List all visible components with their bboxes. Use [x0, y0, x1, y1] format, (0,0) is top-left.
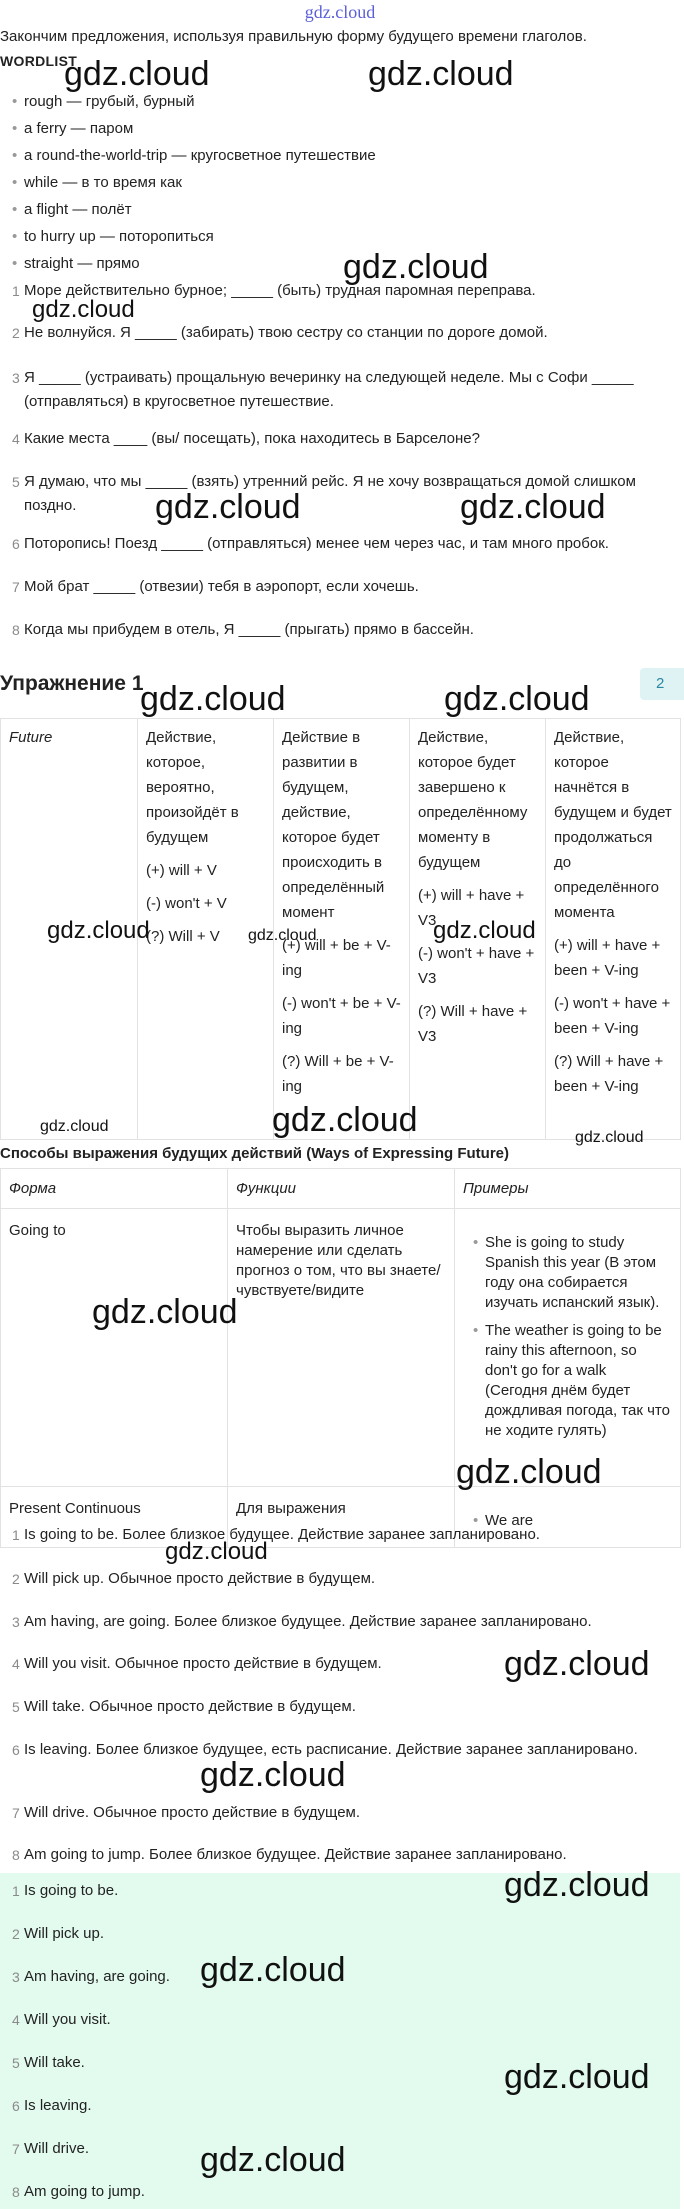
- answer-text: Is leaving.: [24, 2097, 92, 2114]
- answer-number: 2: [12, 1571, 20, 1587]
- answer-text: Am going to jump.: [24, 2183, 145, 2200]
- answer-text: Will take. Обычное просто действие в будущем.: [24, 1698, 356, 1715]
- watermark: gdz.cloud: [504, 2058, 650, 2096]
- task-item: [0, 321, 680, 345]
- function-cell: Для выражения: [228, 1487, 455, 1548]
- answer-text: Is going to be.: [24, 1882, 119, 1899]
- task-text: Когда мы прибудем в отель, Я _____ (прыгать) прямо в бассейн.: [24, 621, 474, 638]
- examples-cell: [455, 1209, 681, 1491]
- tense-form: (?) Will + be + V-ing: [282, 1053, 394, 1095]
- answer-number: 6: [12, 1742, 20, 1758]
- tense-form: (-) won't + be + V-ing: [282, 995, 401, 1037]
- answer-item: [0, 2008, 680, 2032]
- wordlist-item: • to hurry up — поторопиться: [12, 223, 672, 250]
- column-header: Функции: [228, 1169, 455, 1209]
- column-header: Примеры: [455, 1169, 681, 1209]
- answer-text: Will pick up.: [24, 1925, 105, 1942]
- column-header: Форма: [1, 1169, 228, 1209]
- answer-number: 4: [12, 1656, 20, 1672]
- wordlist-item: • straight — прямо: [12, 250, 672, 277]
- answer-number: 4: [12, 2012, 20, 2028]
- answer-number: 6: [12, 2098, 20, 2114]
- table-cell: [546, 719, 681, 1140]
- task-number: 4: [12, 431, 20, 447]
- answer-text: Will drive.: [24, 2140, 90, 2157]
- answer-number: 2: [12, 1926, 20, 1942]
- tense-form: (?) Will + have + V3: [418, 1003, 528, 1045]
- tense-form: (?) Will + V: [146, 928, 220, 945]
- task-item: [0, 366, 680, 414]
- answer-item: [0, 1610, 680, 1634]
- task-number: 7: [12, 579, 20, 595]
- answer-item: [0, 1843, 680, 1867]
- task-instruction: Закончим предложения, используя правильную форму будущего времени глаголов.: [0, 28, 587, 45]
- tense-form: (-) won't + have + been + V-ing: [554, 995, 671, 1037]
- answer-number: 3: [12, 1969, 20, 1985]
- watermark: gdz.cloud: [504, 1645, 650, 1683]
- answer-number: 5: [12, 2055, 20, 2071]
- wordlist-item: • a flight — полёт: [12, 196, 672, 223]
- watermark: gdz.cloud: [40, 1118, 109, 1135]
- watermark: gdz.cloud: [248, 927, 317, 944]
- answer-number: 1: [12, 1883, 20, 1899]
- task-text: Я думаю, что мы _____ (взять) утренний рейс. Я не хочу возвращаться домой слишком поздно.: [24, 473, 636, 514]
- tense-form: (?) Will + have + been + V-ing: [554, 1053, 664, 1095]
- watermark: gdz.cloud: [200, 2141, 346, 2179]
- wordlist-item: • a ferry — паром: [12, 115, 672, 142]
- watermark: gdz.cloud: [32, 296, 135, 323]
- watermark: gdz.cloud: [92, 1293, 238, 1331]
- watermark: gdz.cloud: [200, 1756, 346, 1794]
- watermark: gdz.cloud: [155, 488, 301, 526]
- answer-item: [0, 1695, 680, 1719]
- tense-form: (+) will + have + been + V-ing: [554, 937, 661, 979]
- task-number: 6: [12, 536, 20, 552]
- watermark: gdz.cloud: [47, 917, 150, 944]
- answer-number: 8: [12, 2184, 20, 2200]
- answer-text: Am having, are going.: [24, 1968, 170, 1985]
- answer-number: 3: [12, 1614, 20, 1630]
- watermark: gdz.cloud: [460, 488, 606, 526]
- watermark: gdz.cloud: [504, 1866, 650, 1904]
- answer-item: [0, 2180, 680, 2204]
- task-text: Я _____ (устраивать) прощальную вечеринку на следующей неделе. Мы с Софи _____ (отправляться) в кругосветное путешествие.: [24, 369, 634, 410]
- wordlist-title: WORDLIST: [0, 53, 78, 69]
- tense-form: (-) won't + have + V3: [418, 945, 535, 987]
- task-number: 1: [12, 283, 20, 299]
- watermark: gdz.cloud: [575, 1129, 644, 1146]
- watermark: gdz.cloud: [140, 680, 286, 718]
- answer-number: 5: [12, 1699, 20, 1715]
- task-text: Мой брат _____ (отвезии) тебя в аэропорт, если хочешь.: [24, 578, 419, 595]
- watermark: gdz.cloud: [433, 917, 536, 944]
- task-text: Поторопись! Поезд _____ (отправляться) менее чем через час, и там много пробок.: [24, 535, 609, 552]
- wordlist-item: • while — в то время как: [12, 169, 672, 196]
- answer-number: 7: [12, 2141, 20, 2157]
- answer-item: [0, 1523, 680, 1547]
- answer-text: Am going to jump. Более близкое будущее. Действие заранее запланировано.: [24, 1846, 567, 1863]
- task-number: 2: [12, 325, 20, 341]
- answer-text: Is going to be. Более близкое будущее. Действие заранее запланировано.: [24, 1526, 540, 1543]
- answer-number: 8: [12, 1847, 20, 1863]
- table-row: [1, 1209, 681, 1487]
- watermark: gdz.cloud: [200, 1951, 346, 1989]
- answer-item: [0, 1922, 680, 1946]
- ways-title: Способы выражения будущих действий (Ways of Expressing Future): [0, 1145, 510, 1162]
- answer-item: [0, 1567, 680, 1591]
- examples-list: [463, 1233, 672, 1441]
- site-logo[interactable]: gdz.cloud: [304, 2, 376, 22]
- answer-text: Will drive. Обычное просто действие в будущем.: [24, 1804, 361, 1821]
- answer-text: Am having, are going. Более близкое будущее. Действие заранее запланировано.: [24, 1613, 592, 1630]
- task-item: [0, 532, 680, 556]
- answer-text: Will take.: [24, 2054, 85, 2071]
- answer-text: Will you visit. Обычное просто действие в будущем.: [24, 1655, 382, 1672]
- task-item: [0, 427, 680, 451]
- task-number: 8: [12, 622, 20, 638]
- table-header-row: [1, 1169, 681, 1209]
- function-cell: Чтобы выразить личное намерение или сделать прогноз о том, что вы знаете/чувствуете/видите: [228, 1209, 455, 1487]
- task-item: [0, 618, 680, 642]
- watermark: gdz.cloud: [368, 55, 514, 93]
- task-text: Какие места ____ (вы/ посещать), пока находитесь в Барселоне?: [24, 430, 480, 447]
- tense-description: Действие, которое начнётся в будущем и будет продолжаться до определённого момента: [554, 729, 672, 921]
- answer-text: Will pick up. Обычное просто действие в будущем.: [24, 1570, 376, 1587]
- answer-text: Will you visit.: [24, 2011, 111, 2028]
- task-number: 3: [12, 370, 20, 386]
- page-badge[interactable]: 2: [640, 668, 684, 700]
- answer-number: 7: [12, 1805, 20, 1821]
- task-text: Не волнуйся. Я _____ (забирать) твою сестру со станции по дороге домой.: [24, 324, 548, 341]
- answer-number: 1: [12, 1527, 20, 1543]
- watermark: gdz.cloud: [272, 1101, 418, 1139]
- tense-form: (+) will + V: [146, 862, 217, 879]
- tense-description: Действие, которое, вероятно, произойдёт в будущем: [146, 729, 239, 846]
- watermark: gdz.cloud: [456, 1453, 602, 1491]
- answer-item: [0, 2094, 680, 2118]
- tense-description: Действие, которое будет завершено к определённому моменту в будущем: [418, 729, 528, 871]
- task-number: 5: [12, 474, 20, 490]
- watermark: gdz.cloud: [444, 680, 590, 718]
- example-item: • She is going to study Spanish this year (В этом году она собирается изучать испанский язык).: [473, 1233, 672, 1313]
- watermark: gdz.cloud: [343, 248, 489, 286]
- tense-form: (+) will + be + V-ing: [282, 937, 391, 979]
- watermark: gdz.cloud: [64, 55, 210, 93]
- exercise-title: Упражнение 1: [0, 672, 144, 695]
- form-cell: Present Continuous: [1, 1487, 228, 1548]
- task-text: Море действительно бурное; _____ (быть) трудная паромная переправа.: [24, 282, 536, 299]
- ways-table: [0, 1168, 681, 1548]
- example-item: • We are: [473, 1511, 672, 1531]
- task-item: [0, 575, 680, 599]
- wordlist-item: • rough — грубый, бурный: [12, 88, 672, 115]
- answer-item: [0, 1801, 680, 1825]
- tense-form: (+) will + have + V3: [418, 887, 525, 929]
- table-head-cell: Future: [1, 719, 138, 1140]
- tense-form: (-) won't + V: [146, 895, 227, 912]
- watermark: gdz.cloud: [165, 1538, 268, 1565]
- wordlist-item: • a round-the-world-trip — кругосветное путешествие: [12, 142, 672, 169]
- tense-description: Действие в развитии в будущем, действие, которое будет происходить в определённый момент: [282, 729, 385, 921]
- answer-text: Is leaving. Более близкое будущее, есть расписание. Действие заранее запланировано.: [24, 1741, 638, 1758]
- example-item: • The weather is going to be rainy this afternoon, so don't go for a walk (Сегодня днём будет дождливая погода, так что не ходите гулять): [473, 1321, 672, 1441]
- wordlist: [12, 88, 672, 277]
- form-cell: Going to: [1, 1209, 228, 1487]
